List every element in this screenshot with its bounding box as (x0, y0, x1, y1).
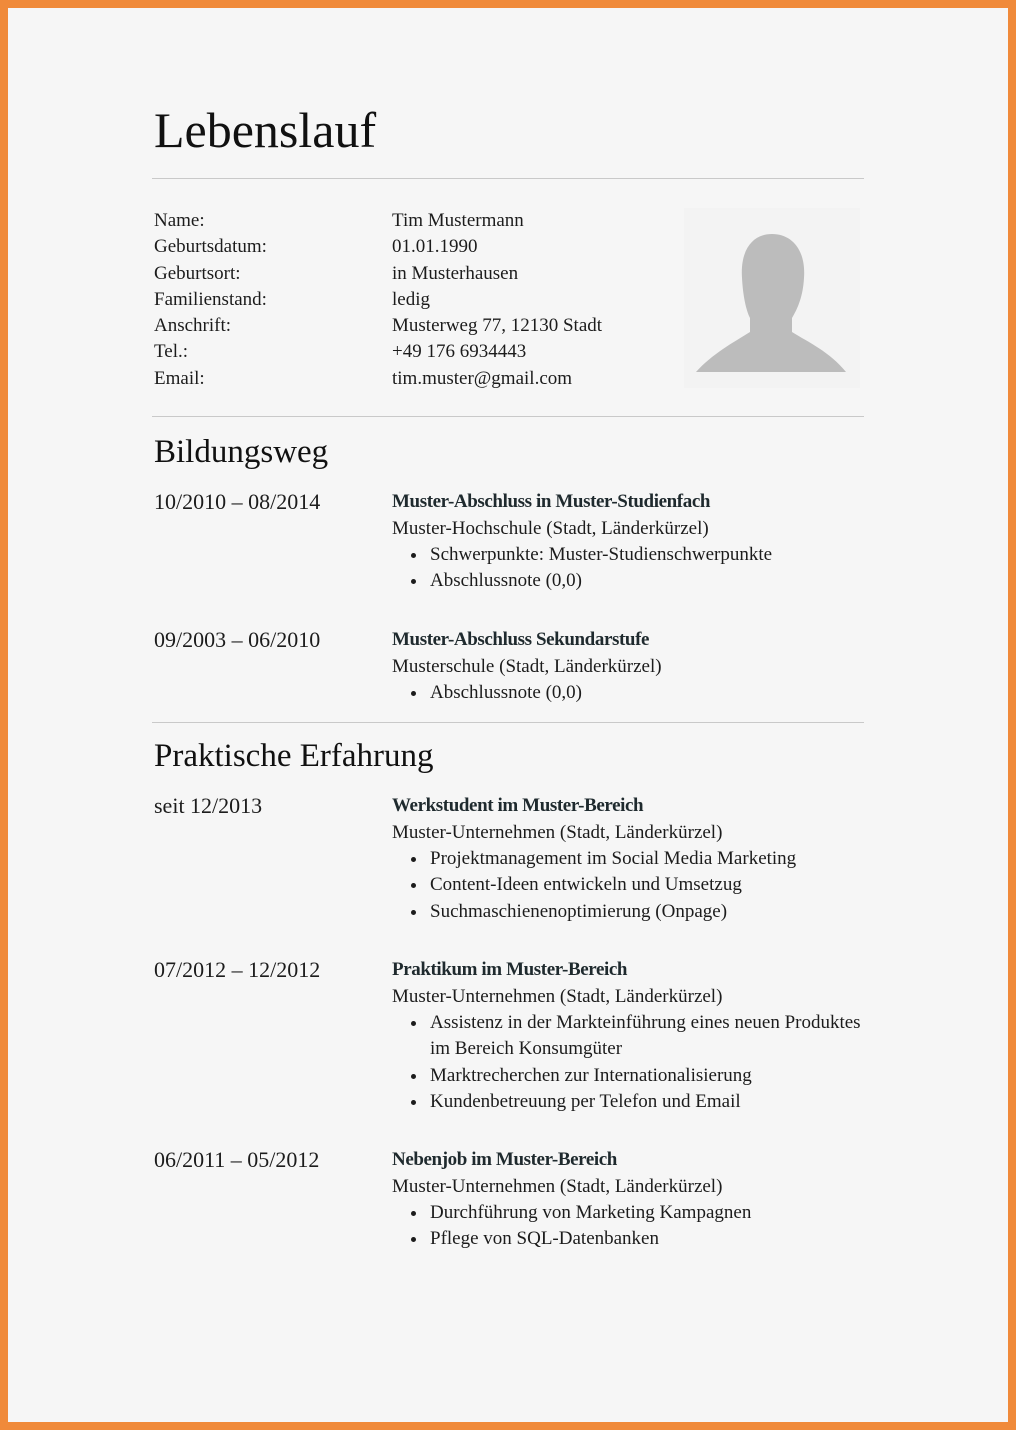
info-row-name (154, 208, 674, 234)
personal-info (154, 208, 674, 392)
section-divider (152, 416, 864, 417)
entry-date: 06/2011 – 05/2012 (154, 1147, 320, 1172)
info-label: Tel.: (154, 341, 189, 363)
info-value: +49 176 6934443 (392, 341, 527, 363)
info-row-address (154, 313, 674, 339)
section-heading-education: Bildungsweg (154, 434, 329, 470)
list-item: Abschlussnote (0,0) (430, 568, 872, 594)
entry-bullet-list (392, 680, 872, 706)
entry-title: Muster-Abschluss Sekundarstufe (392, 629, 650, 650)
info-label: Geburtsdatum: (154, 236, 267, 258)
list-item: Marktrecherchen zur Internationalisierung (430, 1063, 872, 1089)
info-value: ledig (392, 288, 430, 310)
info-row-birthplace (154, 261, 674, 287)
avatar-silhouette-icon (684, 208, 860, 388)
info-row-birthdate (154, 234, 674, 260)
profile-photo-placeholder (684, 208, 860, 388)
entry-institution: Muster-Unternehmen (Stadt, Länderkürzel) (392, 1176, 723, 1197)
entry-body (392, 1146, 872, 1253)
entry-date: 09/2003 – 06/2010 (154, 627, 321, 652)
list-item: Abschlussnote (0,0) (430, 680, 872, 706)
entry-date: 07/2012 – 12/2012 (154, 957, 321, 982)
entry-institution: Musterschule (Stadt, Länderkürzel) (392, 656, 662, 677)
entry-bullet-list (392, 1010, 872, 1115)
title-divider (152, 178, 864, 179)
entry-body (392, 488, 872, 595)
info-label: Geburtsort: (154, 262, 241, 284)
entry-institution: Muster-Unternehmen (Stadt, Länderkürzel) (392, 822, 723, 843)
entry-date: seit 12/2013 (154, 793, 263, 818)
entry-date: 10/2010 – 08/2014 (154, 489, 321, 514)
entry-bullet-list (392, 846, 872, 925)
entry-title: Nebenjob im Muster-Bereich (392, 1149, 617, 1170)
list-item: Durchführung von Marketing Kampagnen (430, 1200, 872, 1226)
info-row-marital-status (154, 287, 674, 313)
entry-body (392, 626, 872, 706)
info-value: tim.muster@gmail.com (392, 367, 573, 389)
info-row-email (154, 366, 674, 392)
entry-bullet-list (392, 1200, 872, 1253)
entry-body (392, 792, 872, 925)
page-frame (8, 8, 1008, 1422)
info-label: Email: (154, 367, 205, 389)
entry-body (392, 956, 872, 1115)
list-item: Pflege von SQL-Datenbanken (430, 1226, 872, 1252)
info-value: in Musterhausen (392, 262, 519, 284)
list-item: Projektmanagement im Social Media Marketing (430, 846, 872, 872)
list-item: Suchmaschienenoptimierung (Onpage) (430, 899, 872, 925)
section-divider (152, 722, 864, 723)
entry-institution: Muster-Unternehmen (Stadt, Länderkürzel) (392, 986, 723, 1007)
list-item: Kundenbetreuung per Telefon und Email (430, 1089, 872, 1115)
entry-bullet-list (392, 542, 872, 595)
list-item: Assistenz in der Markteinführung eines neuen Produktes im Bereich Konsumgüter (430, 1010, 872, 1063)
list-item: Content-Ideen entwickeln und Umsetzug (430, 872, 872, 898)
entry-institution: Muster-Hochschule (Stadt, Länderkürzel) (392, 518, 709, 539)
entry-title: Praktikum im Muster-Bereich (392, 959, 628, 980)
info-row-phone (154, 339, 674, 365)
list-item: Schwerpunkte: Muster-Studienschwerpunkte (430, 542, 872, 568)
info-label: Name: (154, 210, 205, 231)
page-title: Lebenslauf (154, 102, 377, 158)
section-heading-experience: Praktische Erfahrung (154, 738, 434, 774)
info-label: Anschrift: (154, 315, 232, 337)
info-value: Tim Mustermann (392, 210, 524, 231)
entry-title: Muster-Abschluss in Muster-Studienfach (392, 491, 711, 512)
info-value: 01.01.1990 (392, 236, 478, 258)
info-label: Familienstand: (154, 288, 267, 310)
info-value: Musterweg 77, 12130 Stadt (392, 315, 603, 337)
entry-title: Werkstudent im Muster-Bereich (392, 795, 644, 816)
